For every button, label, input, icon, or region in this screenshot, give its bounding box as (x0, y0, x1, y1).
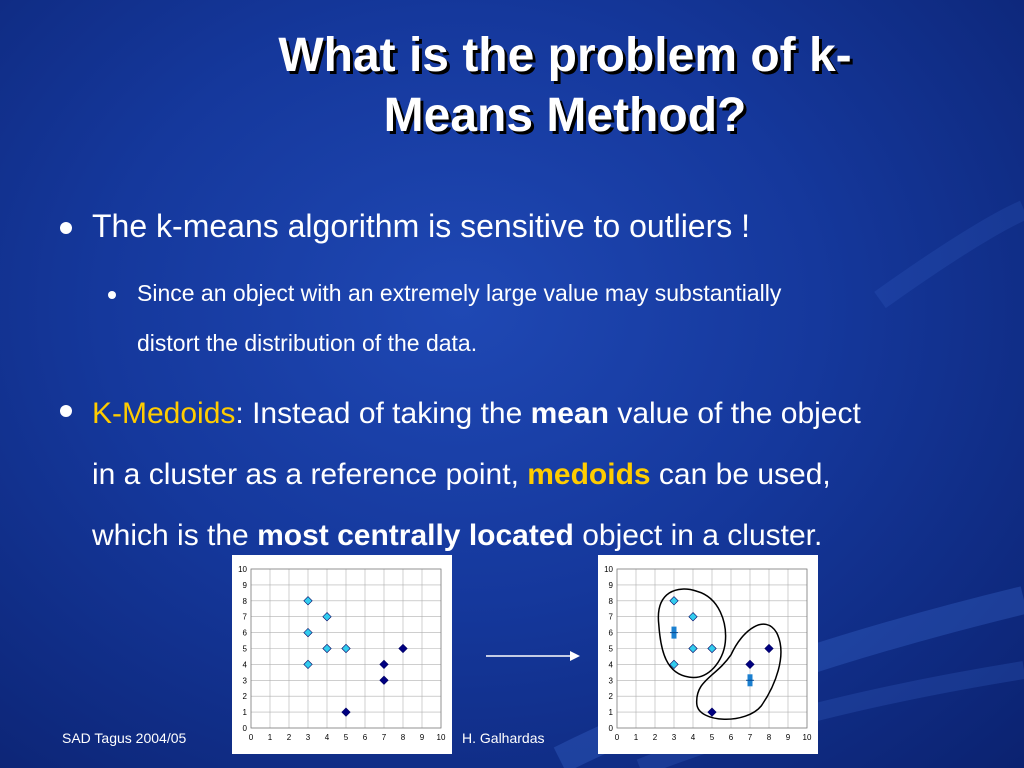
data-point (689, 613, 697, 621)
bullet-k-medoids (92, 383, 992, 566)
y-tick-label: 5 (608, 644, 613, 654)
k-medoids-text-f: object in a cluster. (573, 519, 823, 552)
x-tick-label: 1 (267, 733, 273, 742)
x-tick-label: 7 (747, 733, 753, 742)
scatter-plot-before (232, 555, 452, 754)
x-tick-label: 10 (436, 733, 446, 742)
x-tick-label: 4 (690, 733, 696, 742)
x-tick-label: 3 (671, 733, 677, 742)
subbullet-extreme-value (137, 268, 957, 368)
y-tick-label: 4 (242, 660, 247, 670)
scatter-plot-medoids-svg (598, 555, 818, 754)
x-tick-label: 1 (633, 733, 639, 742)
y-tick-label: 4 (608, 660, 613, 670)
most-central-phrase: most centrally located (257, 519, 574, 552)
data-point (708, 644, 716, 652)
x-tick-label: 2 (652, 733, 658, 742)
data-point (380, 660, 388, 668)
data-point (342, 708, 350, 716)
title-line-1: What is the problem of k- (278, 29, 852, 82)
y-tick-label: 1 (608, 708, 613, 718)
x-tick-label: 2 (286, 733, 292, 742)
y-tick-label: 3 (242, 676, 247, 686)
x-tick-label: 0 (614, 733, 620, 742)
y-tick-label: 6 (608, 628, 613, 638)
data-point (399, 644, 407, 652)
data-point (323, 644, 331, 652)
scatter-plot-before-svg (232, 555, 452, 754)
scatter-plot-medoids (598, 555, 818, 754)
data-point (323, 613, 331, 621)
data-point (304, 597, 312, 605)
x-tick-label: 10 (802, 733, 812, 742)
bullet-dot-1 (60, 222, 72, 234)
y-tick-label: 2 (608, 692, 613, 702)
y-tick-label: 9 (608, 580, 613, 590)
k-medoids-text-a: : Instead of taking the (235, 397, 531, 430)
bullet-dot-2 (60, 405, 72, 417)
footer-author: H. Galhardas (462, 730, 545, 746)
footer-course: SAD Tagus 2004/05 (62, 730, 187, 746)
x-tick-label: 6 (728, 733, 734, 742)
y-tick-label: 1 (242, 708, 247, 718)
y-tick-label: 9 (242, 580, 247, 590)
y-tick-label: 5 (242, 644, 247, 654)
data-point (708, 708, 716, 716)
y-tick-label: 10 (238, 565, 247, 574)
k-medoids-text-b: value of the object (608, 397, 861, 430)
k-medoids-term: K-Medoids (92, 397, 236, 430)
x-tick-label: 5 (343, 733, 349, 742)
subbullet-line-2: distort the distribution of the data. (137, 330, 478, 356)
y-tick-label: 3 (608, 676, 613, 686)
data-point (689, 644, 697, 652)
data-point (746, 660, 754, 668)
y-tick-label: 0 (608, 724, 613, 733)
x-tick-label: 4 (324, 733, 330, 742)
data-point (670, 597, 678, 605)
x-tick-label: 3 (305, 733, 311, 742)
y-tick-label: 0 (242, 724, 247, 733)
slide-title (150, 26, 980, 146)
x-tick-label: 6 (362, 733, 368, 742)
k-medoids-text-d: can be used, (650, 458, 831, 491)
x-tick-label: 9 (419, 733, 425, 742)
y-tick-label: 7 (242, 612, 247, 622)
y-tick-label: 6 (242, 628, 247, 638)
x-tick-label: 8 (400, 733, 406, 742)
title-line-2: Means Method? (383, 89, 747, 142)
data-point (380, 676, 388, 684)
y-tick-label: 7 (608, 612, 613, 622)
y-tick-label: 8 (242, 596, 247, 606)
mean-word: mean (530, 397, 609, 430)
x-tick-label: 7 (381, 733, 387, 742)
data-point (304, 660, 312, 668)
data-point (304, 628, 312, 636)
arrow-icon (484, 648, 584, 664)
k-medoids-text-e: which is the (92, 519, 258, 552)
data-point (765, 644, 773, 652)
medoids-word: medoids (527, 458, 651, 491)
x-tick-label: 8 (766, 733, 772, 742)
k-medoids-text-c: in a cluster as a reference point, (92, 458, 528, 491)
bullet-sensitive-outliers: The k-means algorithm is sensitive to outliers ! (92, 208, 751, 244)
x-tick-label: 9 (785, 733, 791, 742)
subbullet-line-1: Since an object with an extremely large value may substantially (137, 280, 782, 306)
data-point (342, 644, 350, 652)
y-tick-label: 10 (604, 565, 613, 574)
y-tick-label: 2 (242, 692, 247, 702)
x-tick-label: 0 (248, 733, 254, 742)
subbullet-dot-1 (108, 291, 116, 299)
x-tick-label: 5 (709, 733, 715, 742)
y-tick-label: 8 (608, 596, 613, 606)
